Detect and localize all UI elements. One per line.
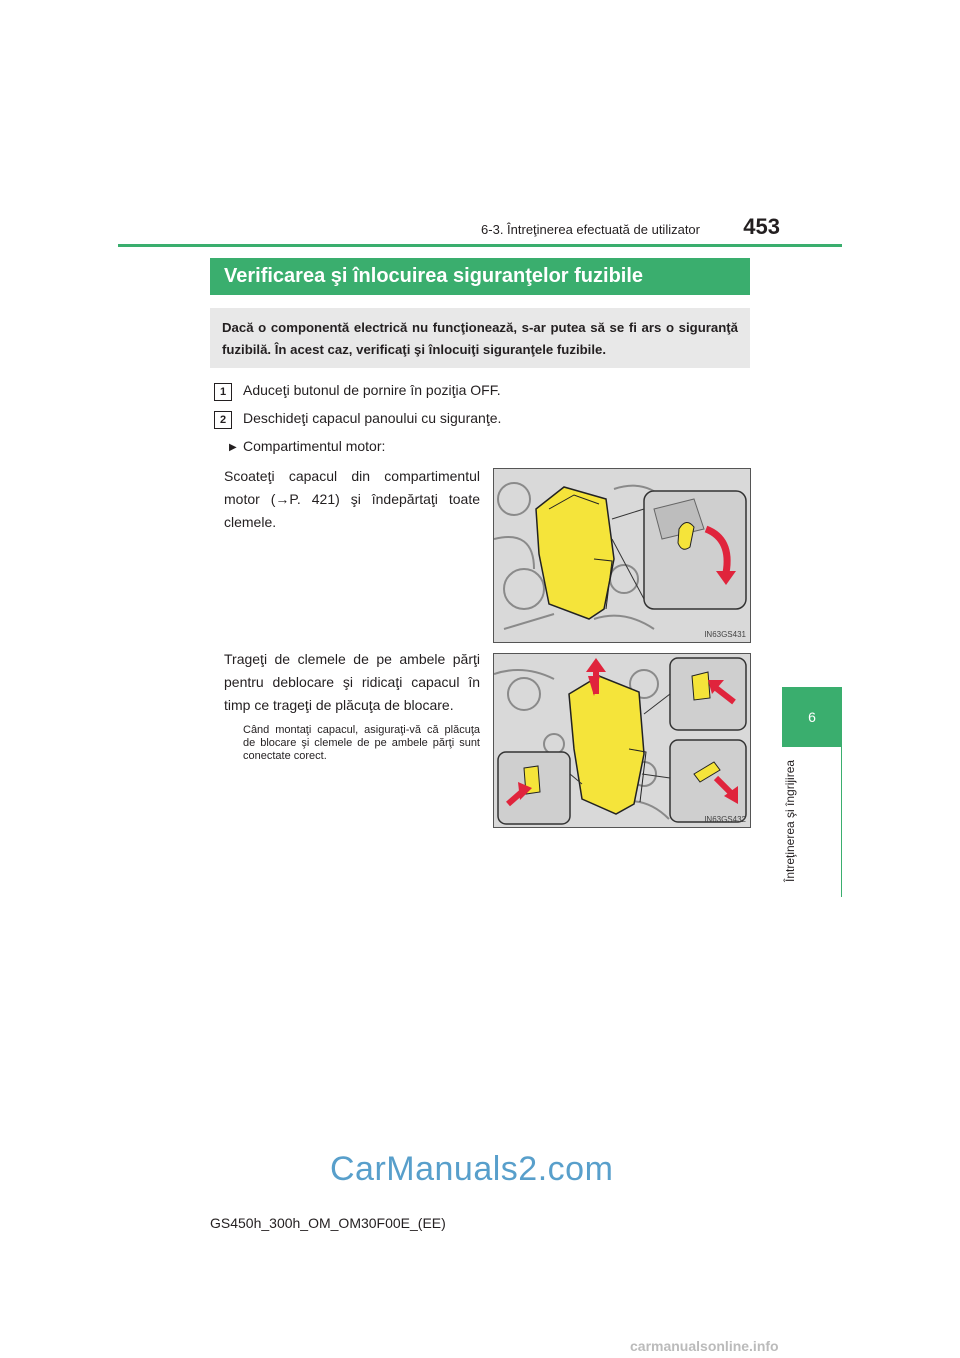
note-text: Când montaţi capacul, asiguraţi-vă că plăcuţa de blocare şi clemele de pe ambele părţi sunt conectate corect. — [243, 724, 480, 762]
step-number: 2 — [214, 411, 232, 429]
intro-text: Dacă o componentă electrică nu funcţionează, s-ar putea să se fi ars o siguranţă fuzibilă. În acest caz, verificaţi şi înlocuiţi siguranţele fuzibile. — [222, 320, 738, 357]
intro-box — [210, 308, 750, 368]
bullet-text: Compartimentul motor: — [243, 438, 386, 454]
footer-document-code: GS450h_300h_OM_OM30F00E_(EE) — [210, 1215, 446, 1231]
chapter-number: 6 — [808, 709, 816, 725]
section-title: Verificarea şi înlocuirea siguranţelor fuzibile — [224, 265, 644, 287]
engine-fuse-cover-figure — [493, 468, 751, 643]
figure-code: IN63GS432 — [704, 815, 746, 824]
engine-illustration — [494, 654, 750, 827]
chapter-label: Întreţinerea şi îngrijirea — [783, 760, 797, 883]
bottom-strip — [0, 1340, 960, 1358]
step-number: 1 — [214, 383, 232, 401]
step-text: Deschideţi capacul panoului cu siguranţe. — [243, 410, 502, 426]
page-number: 453 — [743, 214, 780, 239]
chapter-tab — [782, 687, 842, 747]
side-rule — [841, 747, 842, 897]
bullet-triangle-icon: ▶ — [229, 442, 237, 453]
fuse-cover-removal-figure — [493, 653, 751, 828]
engine-illustration — [494, 469, 750, 642]
header-section-title: 6-3. Întreţinerea efectuată de utilizator — [481, 222, 700, 237]
instruction-paragraph: Trageţi de clemele de pe ambele părţi pentru deblocare şi ridicaţi capacul în timp ce trageţi de plăcuţa de blocare. — [224, 651, 480, 713]
watermark-text: CarManuals2.com — [330, 1150, 614, 1188]
step-text: Aduceţi butonul de pornire în poziţia OFF. — [243, 382, 501, 398]
instruction-paragraph: Scoateţi capacul din compartimentul motor (→P. 421) şi îndepărtaţi toate clemele. — [224, 468, 480, 530]
header-rule — [118, 244, 842, 247]
section-title-bar — [210, 258, 750, 295]
bottom-site-watermark: carmanualsonline.info — [630, 1338, 779, 1354]
figure-code: IN63GS431 — [704, 630, 746, 639]
